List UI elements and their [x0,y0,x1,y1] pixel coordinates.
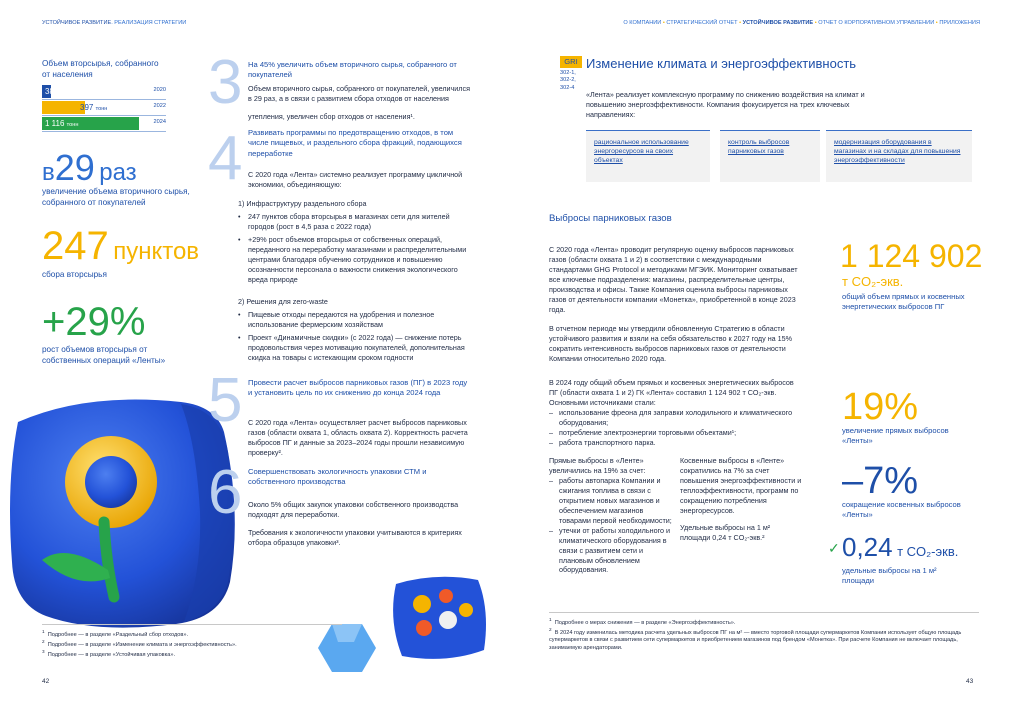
list-item: – работы автопарка Компании и сжигания топлива в связи с открытием новых магазинов и обеспечением магазинов товарами первой необходимости; [549,476,673,526]
stat-indirect-desc: сокращение косвенных выбросов «Ленты» [842,500,961,519]
check-icon: ✓ [828,540,840,556]
bar-2022-value: 397 [80,103,94,112]
list-item: • Пищевые отходы передаются на удобрения и полезное использование фермерским хозяйствам [238,310,470,330]
goal-3-text-a: Объем вторичного сырья, собранного от покупателей, увеличился в 29 раз, а в связи с развитием сбора отходов от населения [248,84,470,103]
goal-5-text: С 2020 года «Лента» осуществляет расчет выбросов парниковых газов (области охвата 1, область охвата 2). Корректность расчета выбросов ПГ и данные за 2023–2024 годы прошли независимую проверку². [248,418,468,457]
page-number-right: 43 [966,678,974,685]
nav-sustainability[interactable]: УСТОЙЧИВОЕ РАЗВИТИЕ [742,20,814,26]
ghg-paragraph-2: В отчетном периоде мы утвердили обновленную Стратегию в области устойчивого развития и взяли на себя обязательство к 2027 году на 15% сократить интенсивность выбросов парниковых газов от деятельности Компании относительно 2020 года. [549,324,793,363]
stat-points-desc: сбора вторсырья [42,270,107,279]
list-item: – работа транспортного парка. [549,438,799,448]
bar-2022-year: 2022 [153,103,166,109]
footnote: $^2$ В 2024 году изменилась методика расчета удельных выбросов ПГ на м² — вместо торговой площади супермаркетов Компания использует общую площадь супермаркетов в связи с развитием сети супермаркетов и приобретением магазинов под брендом «Монетка». При расчете Компания не включает площадь, занимаемую арендаторами. [549,627,962,651]
flower-cube-illustration [6,392,242,632]
nav-appendices[interactable]: ПРИЛОЖЕНИЯ [939,20,980,26]
stat-total-emissions-desc: общий объем прямых и косвенных энергетических выбросов ПГ [842,292,965,311]
direction-3: модернизация оборудования в магазинах и на складах для повышения энергоэффективности [834,139,961,165]
nav-governance[interactable]: ОТЧЕТ О КОРПОРАТИВНОМ УПРАВЛЕНИИ [818,20,935,26]
list-item: – потребление электроэнергии торговыми объектами¹; [549,428,799,438]
nav-about[interactable]: О КОМПАНИИ [623,20,662,26]
stat-total-emissions-unit: т CO₂-экв. [842,274,904,289]
goal-3-title: На 45% увеличить объем вторичного сырья, собранного от покупателей [248,60,457,80]
bar-2020-year: 2020 [153,87,166,93]
stat-specific-unit: т CO₂-экв. [897,544,959,559]
footnote: $^1$ Подробнее о мерах снижения — в разделе «Энергоэффективность». [549,617,736,626]
bar-2024-unit: тонн [66,122,79,128]
bar-2020 [42,85,68,98]
direct-emissions-list [549,476,673,575]
direct-emissions-head: Прямые выбросы в «Ленте» увеличились на 19% за счет: [549,456,646,475]
stat-points-word: пунктов [113,238,200,265]
ghg-sources-list [549,408,799,448]
stat-times-in: в [42,159,55,186]
section-title: Изменение климата и энергоэффективность [586,56,857,71]
specific-emissions-text: Удельные выбросы на 1 м² площади 0,24 т CO₂-экв.² [680,523,771,542]
goal-3-text-b: утепления, увеличен сбор отходов от населения¹. [248,112,415,121]
stat-direct-number: 19% [842,386,919,428]
goal-6-text-a: Около 5% общих закупок упаковки собственного производства подходят для переработки. [248,500,459,519]
section-intro: «Лента» реализует комплексную программу по снижению воздействия на климат и повышению энергоэффективности. Компания фокусируется на трех ключевых направлениях: [586,90,865,119]
footnote: $^2$ Подробнее — в разделе «Изменение климата и энергоэффективность». [42,639,237,648]
goal-4-intro: С 2020 года «Лента» системно реализует программу цикличной экономики, объединяющую: [248,170,463,189]
balls-cube-illustration [386,570,494,668]
list-item: – использование фреона для заправки холодильного и климатического оборудования; [549,408,799,428]
ghg-paragraph-1: С 2020 года «Лента» проводит регулярную оценку выбросов парниковых газов (области охвата 1 и 2) в соответствии с международными стандартами GHG Protocol и методиками МГЭИК. Мониторинг охватывает все ключевые подразделения: магазины, распределительные центры, производства и офисы. Также Компания оценила выбросы парниковых газов от деятельности компании «Монетка», приобретенной в конце 2023 года. [549,245,798,314]
stat-total-emissions-number: 1 124 902 [840,238,983,274]
goal-4-section-2: 2) Решения для zero-waste [238,297,328,306]
stat-specific [842,534,958,561]
bar-row-2024 [42,117,166,132]
bar-row-2020 [42,85,166,100]
header-left-bold: УСТОЙЧИВОЕ РАЗВИТИЕ [42,20,112,26]
stat-growth-desc: рост объемов вторсырья от собственных операций «Ленты» [42,345,166,365]
footnote: $^3$ Подробнее — в разделе «Устойчивая упаковка». [42,649,175,659]
bar-2024 [42,117,139,130]
stat-times-number: 29 [54,147,95,188]
page-number-left: 42 [42,678,50,685]
stat-growth-number: +29% [42,300,146,344]
bar-row-2022 [42,101,166,116]
list-item: • +29% рост объемов вторсырья от собственных операций, переданного на переработку магазинами и распределительными центрами благодаря обучению сотрудников и повышению осознанности персонала о важности снижения экологического вреда природе [238,235,470,285]
goal-3-number: 3 [208,48,243,117]
direction-2: контроль выбросов парниковых газов [728,139,790,156]
list-item: – утечки от работы холодильного и климатического оборудования в связи с развитием сети и плановым обновлением оборудования. [549,526,673,576]
goal-4-number: 4 [208,124,243,193]
stat-points-number: 247 [42,224,109,268]
direction-1: рациональное использование энергоресурсов на своих объектах [594,139,689,165]
stat-indirect-number: –7% [842,460,919,502]
stat-times-desc: увеличение объема вторичного сырья, собранного от покупателей [42,187,190,207]
header-left-rest: . РЕАЛИЗАЦИЯ СТРАТЕГИИ [111,20,187,26]
direction-box-2 [720,130,820,182]
ghg-title: Выбросы парниковых газов [549,213,672,224]
goal-4-list-2 [238,310,470,366]
footnote: $^1$ Подробнее — в разделе «Раздельный сбор отходов». [42,629,189,638]
bar-2024-value: 1 116 [45,119,65,128]
header-right-nav: О КОМПАНИИ • СТРАТЕГИЧЕСКИЙ ОТЧЕТ • УСТОЙЧИВОЕ РАЗВИТИЕ • ОТЧЕТ О КОРПОРАТИВНОМ УПРАВЛЕНИИ • ПРИЛОЖЕНИЯ [623,20,980,26]
stat-points [42,226,199,266]
bar-2020-unit: тонн [56,90,68,96]
volume-chart-title: Объем вторсырья, собранного от населения [42,59,159,79]
bar-2022-unit: тонн [95,106,108,112]
ghg-paragraph-3: В 2024 году общий объем прямых и косвенных энергетических выбросов ПГ (области охвата 1 и 2) ГК «Лента» составил 1 124 902 т CO₂-экв. Основными источниками стали: [549,378,794,407]
direction-box-3 [826,130,972,182]
goal-6-text-b: Требования к экологичности упаковки учитываются в критериях отбора образцов упаковки³. [248,528,462,547]
right-footnotes [549,612,979,652]
header-left [42,20,186,27]
goal-6-number: 6 [208,458,243,527]
direction-box-1 [586,130,710,182]
list-item: • Проект «Динамичные скидки» (с 2022 года) — снижение потерь продовольствия через мотивацию покупателей, дополнительная скидка на товары с истекающим сроком годности [238,333,470,363]
stat-times-word: раз [99,159,137,186]
left-footnotes [42,624,342,659]
stat-direct-desc: увеличение прямых выбросов «Ленты» [842,426,949,445]
goal-4-list-1 [238,212,470,288]
goal-4-title: Развивать программы по предотвращению отходов, в том числе пищевых, и раздельного сбора фракций, подающихся переработке [248,128,462,158]
gri-codes: 302-1, 302-2, 302-4 [560,70,576,91]
stat-specific-number: 0,24 [842,532,893,562]
bar-2020-value: 38 [45,87,54,96]
nav-strategic-report[interactable]: СТРАТЕГИЧЕСКИЙ ОТЧЕТ [666,20,738,26]
goal-6-title: Совершенствовать экологичность упаковки СТМ и собственного производства [248,467,427,487]
list-item: • 247 пунктов сбора вторсырья в магазинах сети для жителей городов (рост в 4,5 раза с 2022 года) [238,212,470,232]
bar-2022 [42,101,108,114]
goal-5-title: Провести расчет выбросов парниковых газов (ПГ) в 2023 году и установить цель по их снижению до конца 2024 года [248,378,468,398]
goal-4-section-1: 1) Инфраструктуру раздельного сбора [238,199,367,208]
bar-2024-year: 2024 [153,119,166,125]
gri-badge: GRI [560,56,582,68]
indirect-emissions-head: Косвенные выбросы в «Ленте» сократились на 7% за счет повышения энергоэффективности и теплоэффективности, программ по сокращению потребления энергоресурсов. [680,456,802,515]
stat-specific-desc: удельные выбросы на 1 м² площади [842,566,937,585]
stat-times [42,147,137,188]
goal-5-number: 5 [208,366,243,435]
